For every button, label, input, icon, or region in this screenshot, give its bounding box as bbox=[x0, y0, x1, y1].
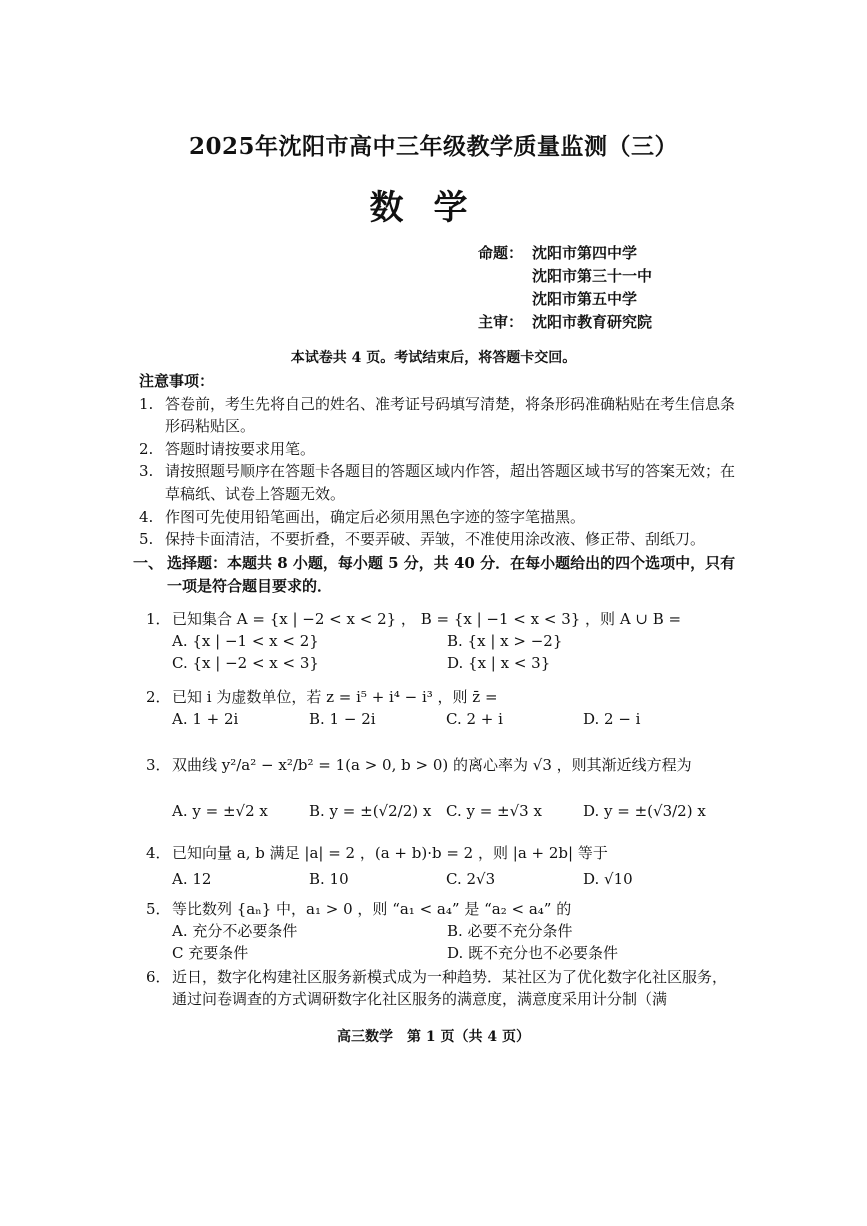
question-6 bbox=[146, 966, 740, 1010]
option-c[interactable]: C 充要条件 bbox=[172, 944, 249, 962]
notice-num: 2. bbox=[139, 439, 154, 458]
notice-num: 1. bbox=[139, 394, 154, 413]
option-a[interactable]: A. 1 + 2i bbox=[172, 710, 239, 728]
option-d[interactable]: D. √10 bbox=[583, 870, 633, 888]
options-list bbox=[172, 630, 740, 674]
proposer-1: 沈阳市第四中学 bbox=[532, 244, 638, 262]
option-c[interactable]: C. 2√3 bbox=[446, 870, 496, 888]
exam-title: 2025年沈阳市高中三年级教学质量监测（三） bbox=[188, 133, 678, 160]
question-4 bbox=[146, 842, 740, 890]
question-num: 5． bbox=[146, 900, 171, 918]
section-text: 选择题：本题共 8 小题，每小题 5 分，共 40 分．在每小题给出的四个选项中，只有一项是符合题目要求的． bbox=[167, 554, 736, 595]
option-b[interactable]: B. 1 − 2i bbox=[309, 710, 376, 728]
question-1 bbox=[146, 608, 740, 674]
question-stem: 等比数列 {aₙ} 中，a₁ > 0 ，则 “a₁ < a₄” 是 “a₂ < a₄” 的 bbox=[172, 900, 572, 918]
option-c[interactable]: C. 2 + i bbox=[446, 710, 503, 728]
subject-title: 数学 bbox=[369, 188, 498, 228]
notice-num: 5. bbox=[139, 530, 154, 549]
option-a[interactable]: A. 充分不必要条件 bbox=[172, 922, 298, 940]
option-a[interactable]: A. {x | −1 < x < 2} bbox=[172, 632, 319, 650]
page-footer: 高三数学 第 1 页（共 4 页） bbox=[337, 1029, 530, 1045]
question-3 bbox=[146, 752, 740, 824]
option-d[interactable]: D. {x | x < 3} bbox=[447, 654, 551, 672]
question-num: 1． bbox=[146, 610, 171, 628]
notice-item bbox=[139, 438, 739, 461]
notice-text: 答卷前，考生先将自己的姓名、准考证号码填写清楚，将条形码准确粘贴在考生信息条形码粘贴区。 bbox=[165, 394, 736, 436]
reviewer-label: 主审： bbox=[478, 313, 524, 331]
question-stem: 已知 i 为虚数单位，若 z = i⁵ + i⁴ − i³ ，则 z̄ = bbox=[172, 688, 498, 706]
notice-text: 请按照题号顺序在答题卡各题目的答题区域内作答，超出答题区域书写的答案无效；在草稿纸、试卷上答题无效。 bbox=[165, 462, 736, 503]
question-stem: 已知集合 A = {x | −2 < x < 2} ， B = {x | −1 < x < 3} ，则 A ∪ B = bbox=[172, 610, 682, 628]
question-5 bbox=[146, 898, 740, 964]
notice-num: 3. bbox=[139, 462, 154, 481]
options-list bbox=[172, 708, 740, 730]
option-b[interactable]: B. y = ±(√2/2) x bbox=[309, 802, 432, 820]
option-b[interactable]: B. {x | x > −2} bbox=[447, 632, 563, 650]
question-stem: 已知向量 a, b 满足 |a| = 2 ，(a + b)·b = 2 ，则 |a + 2b| 等于 bbox=[172, 844, 608, 862]
option-a[interactable]: A. 12 bbox=[172, 870, 212, 888]
question-stem: 双曲线 y²/a² − x²/b² = 1(a > 0, b > 0) 的离心率为 √3 ，则其渐近线方程为 bbox=[172, 756, 692, 774]
question-num: 6． bbox=[146, 968, 171, 986]
question-stem: 近日，数字化构建社区服务新模式成为一种趋势．某社区为了优化数字化社区服务，通过问卷调查的方式调研数字化社区服务的满意度，满意度采用计分制（满 bbox=[172, 968, 728, 1008]
notice-block bbox=[139, 370, 739, 551]
paper-note: 本试卷共 4 页。考试结束后，将答题卡交回。 bbox=[290, 350, 577, 366]
question-num: 2． bbox=[146, 688, 171, 706]
notice-item bbox=[139, 506, 739, 529]
notice-text: 作图可先使用铅笔画出，确定后必须用黑色字迹的签字笔描黑。 bbox=[165, 507, 586, 526]
option-d[interactable]: D. 既不充分也不必要条件 bbox=[447, 944, 619, 962]
proposer-label: 命题： bbox=[478, 244, 524, 262]
option-d[interactable]: D. y = ±(√3/2) x bbox=[583, 802, 706, 820]
option-c[interactable]: C. y = ±√3 x bbox=[446, 802, 542, 820]
section-heading bbox=[133, 552, 739, 598]
notice-heading: 注意事项： bbox=[139, 372, 215, 390]
section-num: 一、 bbox=[133, 554, 164, 572]
options-list bbox=[172, 798, 740, 824]
proposer-2: 沈阳市第三十一中 bbox=[532, 267, 653, 285]
question-2 bbox=[146, 686, 740, 730]
options-list bbox=[172, 868, 740, 890]
option-c[interactable]: C. {x | −2 < x < 3} bbox=[172, 654, 319, 672]
question-num: 4． bbox=[146, 844, 171, 862]
notice-item bbox=[139, 393, 739, 438]
notice-text: 保持卡面清洁，不要折叠，不要弄破、弄皱，不准使用涂改液、修正带、刮纸刀。 bbox=[165, 530, 706, 549]
reviewer: 沈阳市教育研究院 bbox=[532, 313, 653, 331]
option-b[interactable]: B. 10 bbox=[309, 870, 349, 888]
option-a[interactable]: A. y = ±√2 x bbox=[172, 802, 268, 820]
notice-item bbox=[139, 460, 739, 505]
authors-block bbox=[478, 242, 652, 334]
notice-num: 4. bbox=[139, 507, 154, 526]
notice-item bbox=[139, 528, 739, 551]
option-b[interactable]: B. 必要不充分条件 bbox=[447, 922, 573, 940]
option-d[interactable]: D. 2 − i bbox=[583, 710, 641, 728]
notice-text: 答题时请按要求用笔。 bbox=[165, 439, 316, 458]
proposer-3: 沈阳市第五中学 bbox=[532, 290, 638, 308]
options-list bbox=[172, 920, 740, 964]
question-num: 3． bbox=[146, 756, 171, 774]
